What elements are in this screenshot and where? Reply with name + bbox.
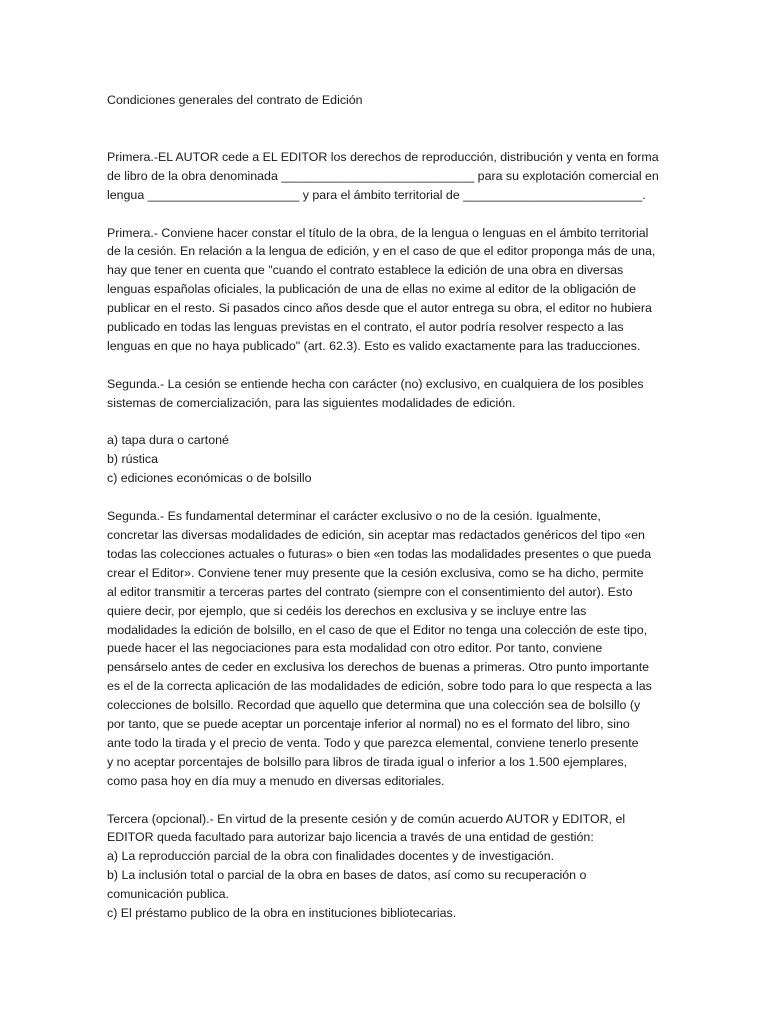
text-line: Segunda.- Es fundamental determinar el carácter exclusivo o no de la cesión. Igualmente, (107, 509, 601, 524)
paragraph-spacer (107, 356, 667, 375)
text-line: sistemas de comercialización, para las siguientes modalidades de edición. (107, 395, 516, 410)
text-line: Primera.-EL AUTOR cede a EL EDITOR los derechos de reproducción, distribución y venta en forma (107, 149, 659, 164)
text-line: y no aceptar porcentajes de bolsillo para libros de tirada igual o inferior a los 1.500 ejemplares, (107, 754, 628, 769)
paragraph-primera-clause (107, 148, 667, 205)
edition-modalities-list (107, 431, 667, 488)
text-line: publicado en todas las lenguas previstas en el contrato, el autor podría resolver respecto a las (107, 320, 624, 335)
text-line: colecciones de bolsillo. Recordad que aquello que determina que una colección sea de bolsillo (y (107, 698, 641, 713)
text-line: Tercera (opcional).- En virtud de la presente cesión y de común acuerdo AUTOR y EDITOR, el (107, 811, 626, 826)
title-spacer (107, 110, 667, 148)
paragraph-primera-commentary (107, 224, 667, 356)
paragraph-segunda-commentary (107, 507, 667, 791)
text-line: puede hacer el las negociaciones para esta modalidad con otro editor. Por tanto, conviene (107, 641, 603, 656)
list-item: a) tapa dura o cartoné (107, 433, 229, 448)
text-line: todas las colecciones actuales o futuras» o bien «en todas las modalidades presentes o que pueda (107, 546, 652, 561)
document-title: Condiciones generales del contrato de Edición (107, 93, 363, 107)
text-line: concretar las diversas modalidades de edición, sin aceptar mas redactados genéricos del tipo «en (107, 527, 645, 542)
paragraph-spacer (107, 488, 667, 507)
list-item: b) La inclusión total o parcial de la obra en bases de datos, así como su recuperación o (107, 868, 587, 883)
document-body (107, 91, 667, 923)
text-line: lenguas en que no haya publicado" (art. 62.3). Esto es valido exactamente para las traducciones. (107, 338, 641, 353)
text-line: ante todo la tirada y el precio de venta. Todo y que parezca elemental, conviene tenerlo presente (107, 735, 639, 750)
text-line: crear el Editor». Conviene tener muy presente que la cesión exclusiva, como se ha dicho, permite (107, 565, 644, 580)
text-line: Segunda.- La cesión se entiende hecha con carácter (no) exclusivo, en cualquiera de los posibles (107, 376, 644, 391)
text-line: por tanto, que se puede aceptar un porcentaje inferior al normal) no es el formato del libro, sino (107, 717, 630, 732)
text-line: al editor transmitir a terceras partes del contrato (siempre con el consentimiento del autor). Esto (107, 584, 633, 599)
text-line: hay que tener en cuenta que "cuando el contrato establece la edición de una obra en diversas (107, 263, 624, 278)
text-line: quiere decir, por ejemplo, que si cedéis los derechos en exclusiva y se incluye entre las (107, 603, 587, 618)
text-line: EDITOR queda facultado para autorizar bajo licencia a través de una entidad de gestión: (107, 830, 594, 845)
text-line: pensárselo antes de ceder en exclusiva los derechos de buenas a primeras. Otro punto importante (107, 660, 650, 675)
text-line: modalidades la edición de bolsillo, en el caso de que el Editor no tenga una colección de este tipo, (107, 622, 648, 637)
text-line: lengua ______________________ y para el ámbito territorial de __________________________. (107, 187, 646, 202)
text-line: es el de la correcta aplicación de las modalidades de edición, sobre todo para lo que respecta a las (107, 679, 652, 694)
text-line: de la cesión. En relación a la lengua de edición, y en el caso de que el editor proponga más de una, (107, 244, 656, 259)
paragraph-spacer (107, 791, 667, 810)
text-line: como pasa hoy en día muy a menudo en diversas editoriales. (107, 773, 445, 788)
text-line: de libro de la obra denominada ____________________________ para su explotación comercial en (107, 168, 659, 183)
list-item: b) rústica (107, 452, 158, 467)
paragraph-tercera-clause (107, 810, 667, 923)
paragraph-segunda-clause (107, 375, 667, 413)
text-line: Primera.- Conviene hacer constar el título de la obra, de la lengua o lenguas en el ámbito territorial (107, 225, 649, 240)
paragraph-spacer (107, 413, 667, 432)
text-line: lenguas españolas oficiales, la publicación de una de ellas no exime al editor de la obligación de (107, 282, 637, 297)
list-item: c) ediciones económicas o de bolsillo (107, 471, 312, 486)
paragraph-spacer (107, 205, 667, 224)
list-item: a) La reproducción parcial de la obra con finalidades docentes y de investigación. (107, 849, 555, 864)
text-line: publicar en el resto. Si pasados cinco años desde que el autor entrega su obra, el editor no hubiera (107, 301, 652, 316)
text-line: comunicación publica. (107, 887, 229, 902)
list-item: c) El préstamo publico de la obra en instituciones bibliotecarias. (107, 906, 457, 921)
